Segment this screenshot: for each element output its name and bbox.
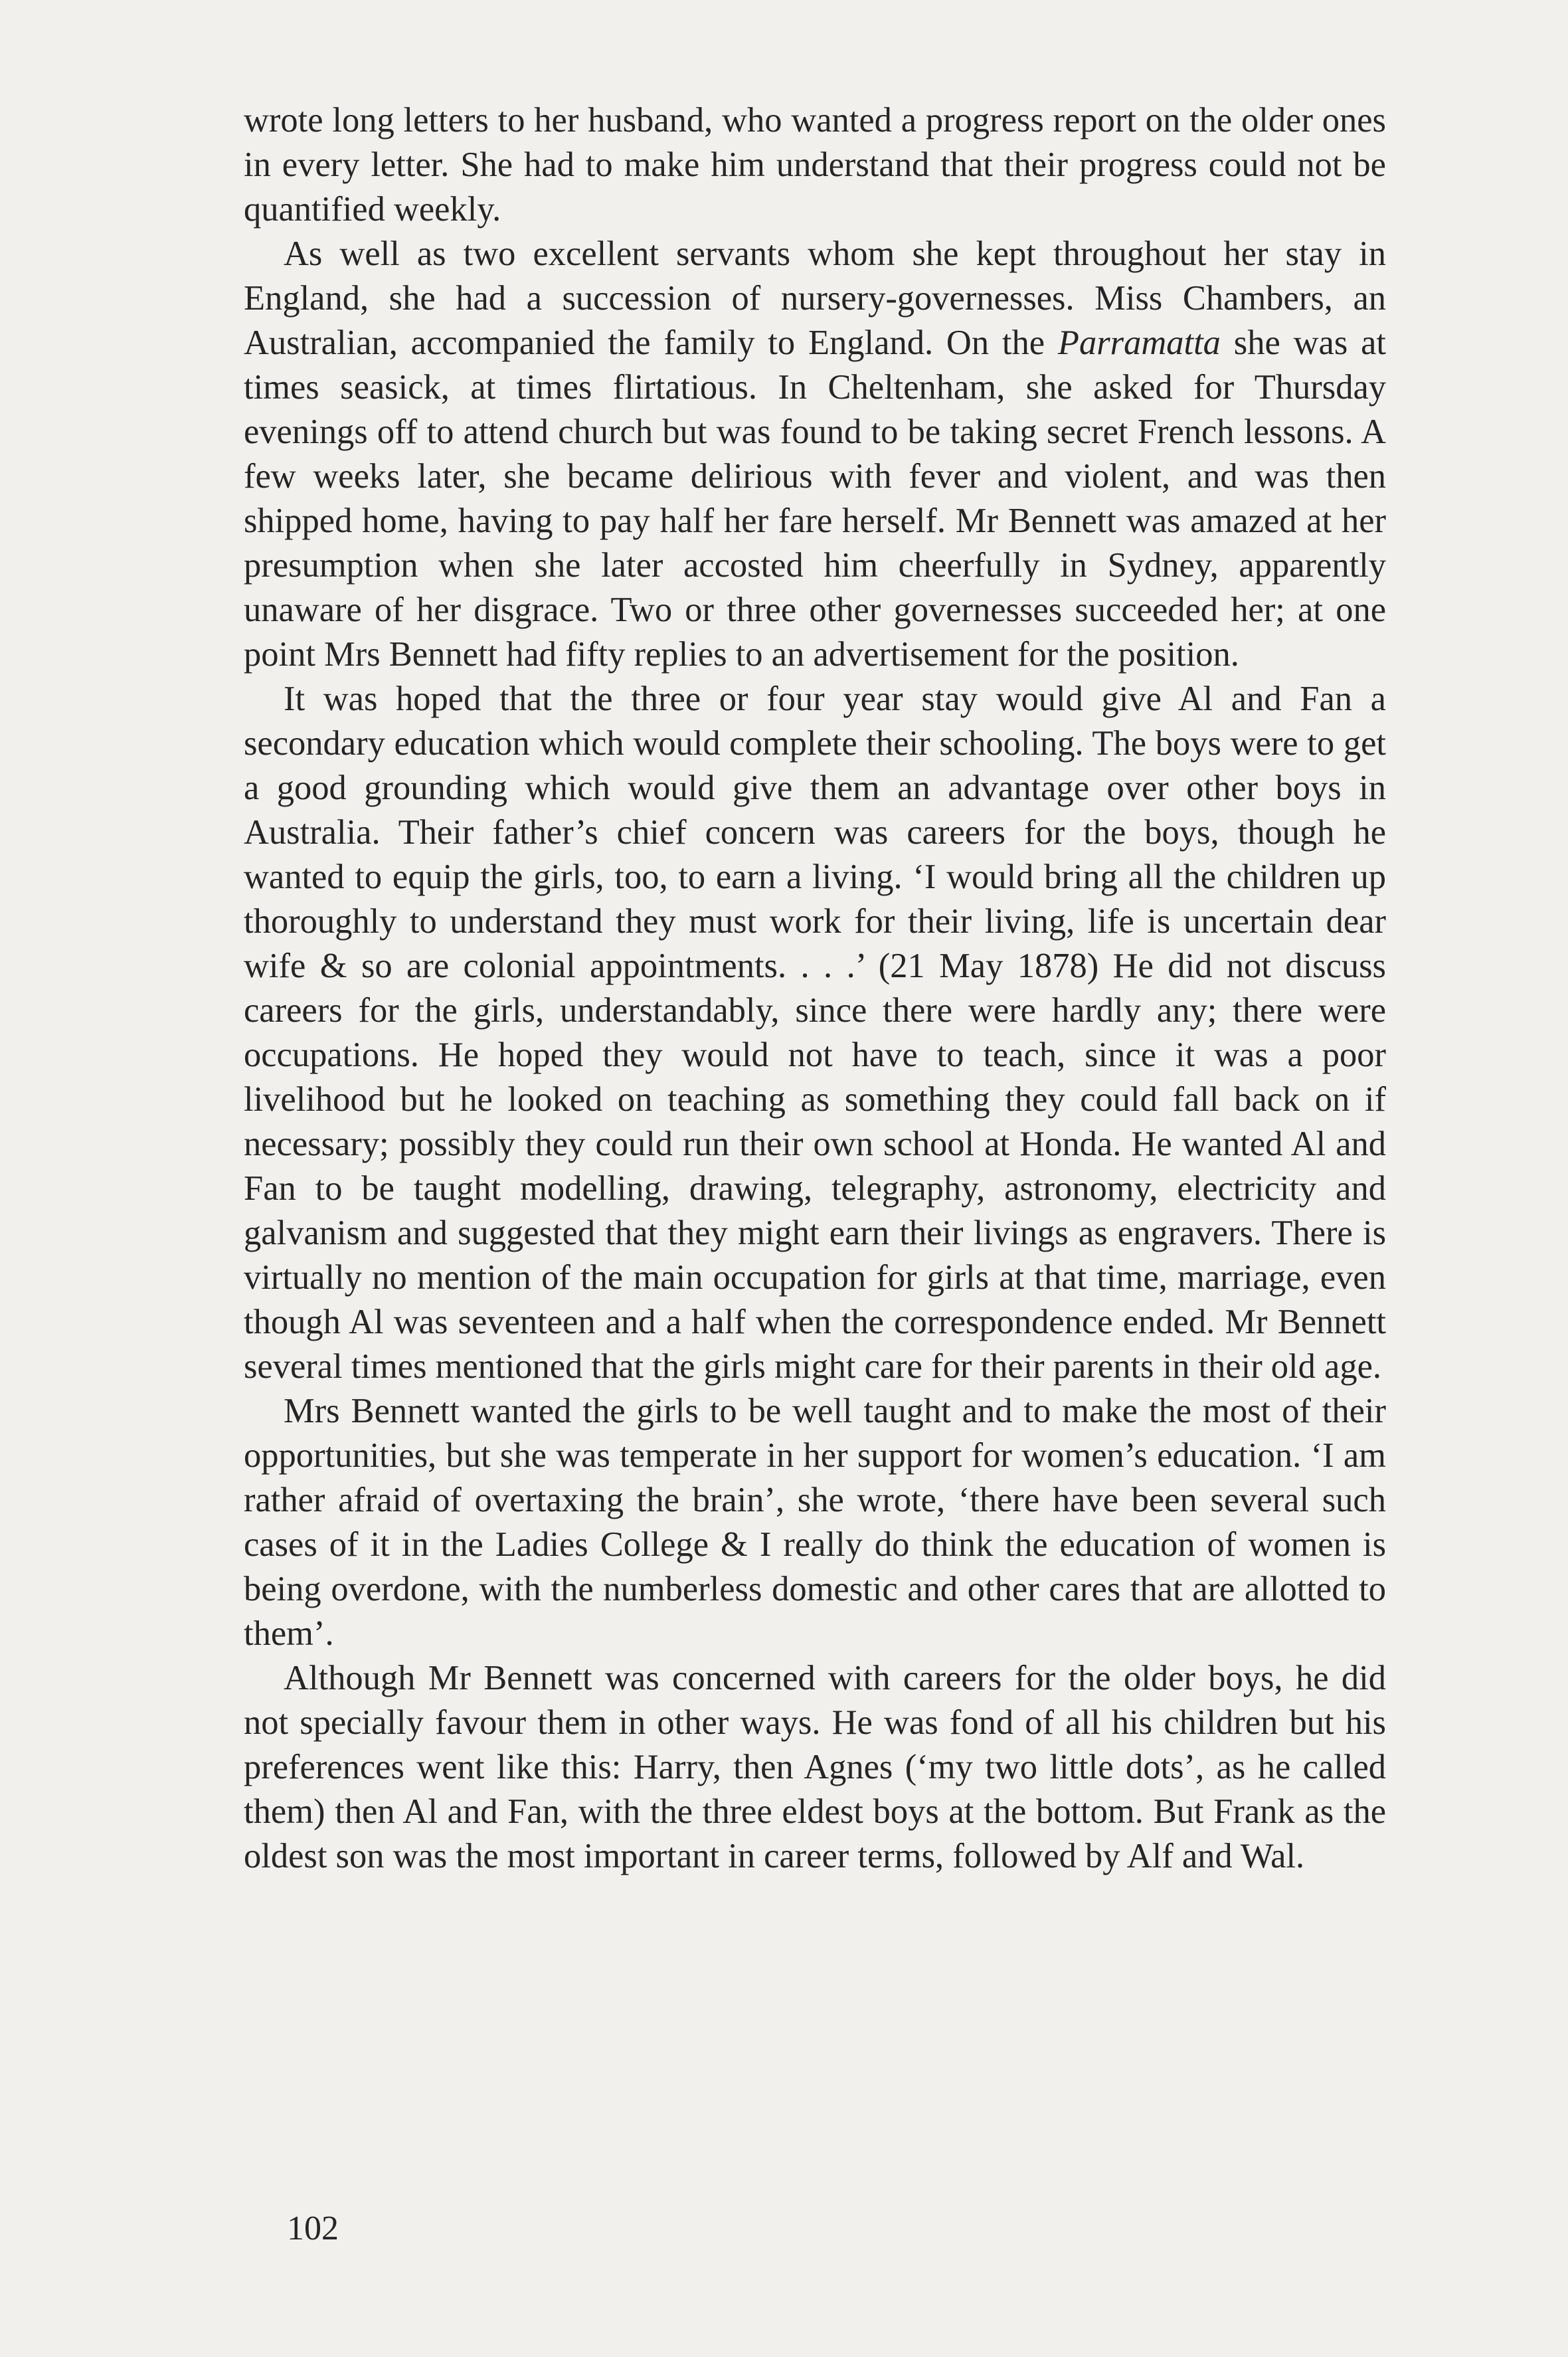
paragraph-governesses-end: she was at times seasick, at times flirtatious. In Cheltenham, she asked for Thursday evenings off to attend church but was found to be taking secret French lessons. A few weeks later, she became delirious with fever and violent, and was then shipped home, having to pay half her fare herself. Mr Bennett was amazed at her presumption when she later accosted him cheerfully in Sydney, apparently unaware of her disgrace. Two or three other governesses succeeded her; at one point Mrs Bennett had fifty replies to an advertisement for the position. — [244, 324, 1386, 674]
paragraph-preferences: Although Mr Bennett was concerned with careers for the older boys, he did not specially favour them in other ways. He was fond of all his children but his preferences went like this: Harry, then Agnes (‘my two little dots’, as he called them) then Al and Fan, with the three eldest boys at the bottom. But Frank as the oldest son was the most important in career terms, followed by Alf and Wal. — [244, 1659, 1386, 1875]
body-text — [244, 98, 1386, 1879]
page-number: 102 — [287, 2210, 339, 2247]
paragraph-education-careers: It was hoped that the three or four year stay would give Al and Fan a secondary education which would complete their schooling. The boys were to get a good grounding which would give them an advantage over other boys in Australia. Their father’s chief concern was careers for the boys, though he wanted to equip the girls, too, to earn a living. ‘I would bring all the children up thoroughly to understand they must work for their living, life is uncertain dear wife & so are colonial appointments. . . .’ (21 May 1878) He did not discuss careers for the girls, understandably, since there were hardly any; there were occupations. He hoped they would not have to teach, since it was a poor livelihood but he looked on teaching as something they could fall back on if necessary; possibly they could run their own school at Honda. He wanted Al and Fan to be taught modelling, drawing, telegraphy, astronomy, electricity and galvanism and suggested that they might earn their livings as engravers. There is virtually no mention of the main occupation for girls at that time, marriage, even though Al was seventeen and a half when the correspondence ended. Mr Bennett several times mentioned that the girls might care for their parents in their old age. — [244, 680, 1386, 1386]
paragraph-womens-education: Mrs Bennett wanted the girls to be well taught and to make the most of their opportunities, but she was temperate in her support for women’s education. ‘I am rather afraid of overtaxing the brain’, she wrote, ‘there have been several such cases of it in the Ladies College & I really do think the education of women is being overdone, with the numberless domestic and other cares that are allotted to them’. — [244, 1392, 1386, 1653]
paragraph-governesses-start: As well as two excellent servants whom she kept throughout her stay in England, she had a succession of nursery-governesses. Miss Chambers, an Australian, accompanied the family to England. On the — [244, 235, 1386, 362]
paragraph-continuation: wrote long letters to her husband, who wanted a progress report on the older ones in every letter. She had to make him understand that their progress could not be quantified weekly. — [244, 101, 1386, 229]
paragraph-governesses — [244, 232, 1386, 677]
ship-name: Parramatta — [1057, 324, 1221, 362]
